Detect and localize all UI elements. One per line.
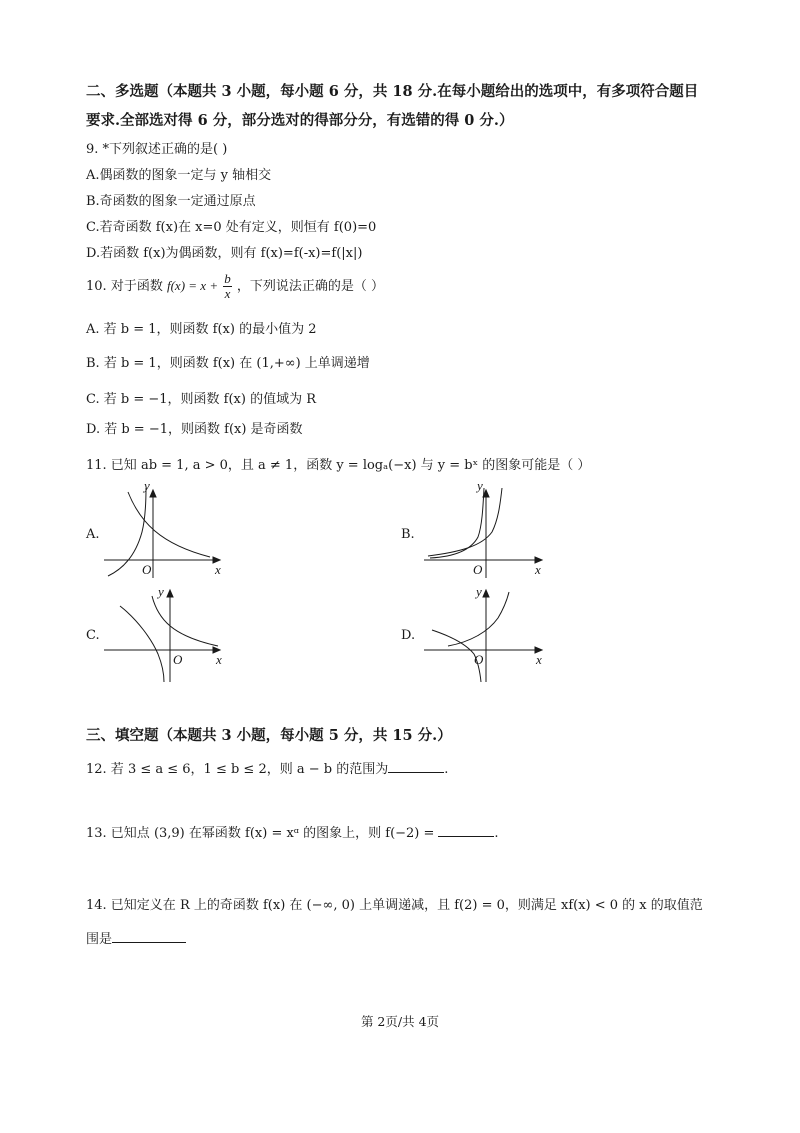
curve-increasing-exp	[428, 488, 502, 556]
q10-fraction-numerator: b	[224, 271, 231, 286]
q10-option-c: C. 若 b = −1，则函数 f(x) 的值域为 R	[86, 392, 316, 407]
y-axis-arrow-icon	[167, 590, 173, 597]
q10-fraction	[223, 272, 232, 301]
q11-option-b-label: B.	[401, 527, 415, 542]
q10-number: 10.	[86, 279, 107, 294]
q9-stem: 9. *下列叙述正确的是( )	[86, 142, 228, 157]
q13-text: 13. 已知点 (3,9) 在幂函数 f(x) = xᵅ 的图象上，则 f(−2) =	[86, 826, 435, 841]
q12-text: 12. 若 3 ≤ a ≤ 6，1 ≤ b ≤ 2，则 a − b 的范围为	[86, 762, 389, 777]
q9-option-d: D.若函数 f(x)为偶函数，则有 f(x)=f(-x)=f(|x|)	[86, 246, 363, 261]
q11-graph-a	[100, 478, 230, 580]
origin-label: O	[473, 562, 483, 577]
q11-stem: 11. 已知 ab = 1, a > 0，且 a ≠ 1，函数 y = logₐ(−x) 与 y = bˣ 的图象可能是（ ）	[86, 458, 591, 473]
q10-function: f(x) = x +	[166, 278, 219, 293]
q9-option-a: A.偶函数的图象一定与 y 轴相交	[86, 168, 272, 183]
page-footer: 第 2页/共 4页	[360, 1014, 440, 1029]
section2-header-line2: 要求.全部选对得 6 分，部分选对的得部分分，有选错的得 0 分.）	[86, 112, 514, 129]
q11-graph-d	[420, 584, 550, 684]
curve-increasing-exp	[448, 592, 509, 646]
q10-stem	[86, 272, 384, 301]
x-axis-label: x	[536, 652, 542, 667]
q13-stem	[86, 822, 499, 841]
q10-fraction-denominator: x	[224, 286, 231, 301]
q10-pre: 对于函数	[110, 279, 163, 294]
q11-option-a-label: A.	[86, 527, 100, 542]
q11-option-d-label: D.	[401, 628, 416, 643]
curve-log	[430, 488, 484, 558]
q10-option-d: D. 若 b = −1，则函数 f(x) 是奇函数	[86, 422, 303, 437]
q12-answer-blank[interactable]	[388, 760, 444, 773]
q11-graph-c	[100, 584, 230, 684]
y-axis-label: y	[477, 478, 483, 493]
q10-option-a: A. 若 b = 1，则函数 f(x) 的最小值为 2	[86, 322, 317, 337]
section2-header-line1: 二、多选题（本题共 3 小题，每小题 6 分，共 18 分.在每小题给出的选项中，有多项符合题目	[86, 83, 699, 100]
y-axis-arrow-icon	[150, 490, 156, 497]
q12-stem	[86, 758, 448, 777]
q13-end: .	[494, 826, 499, 841]
section3-header: 三、填空题（本题共 3 小题，每小题 5 分，共 15 分.）	[86, 727, 452, 744]
y-axis-arrow-icon	[483, 590, 489, 597]
q14-line2	[86, 928, 186, 947]
q10-post: ，下列说法正确的是（ ）	[236, 279, 385, 294]
q14-line2-text: 围是	[86, 932, 113, 947]
q11-option-c-label: C.	[86, 628, 100, 643]
x-axis-label: x	[216, 652, 222, 667]
curve-decreasing-exp	[152, 596, 218, 646]
q14-line1: 14. 已知定义在 R 上的奇函数 f(x) 在 (−∞, 0) 上单调递减，且 f(2) = 0，则满足 xf(x) < 0 的 x 的取值范	[86, 898, 703, 913]
curve-log	[120, 606, 164, 682]
x-axis-label: x	[215, 562, 221, 577]
x-axis-label: x	[535, 562, 541, 577]
y-axis-label: y	[144, 478, 150, 493]
q12-end: .	[444, 762, 449, 777]
y-axis-label: y	[476, 584, 482, 599]
curve-decreasing-exp	[128, 492, 210, 557]
q9-option-b: B.奇函数的图象一定通过原点	[86, 194, 256, 209]
origin-label: O	[474, 652, 484, 667]
q14-answer-blank[interactable]	[112, 930, 186, 943]
origin-label: O	[173, 652, 183, 667]
curve-log	[108, 488, 146, 576]
q9-option-c: C.若奇函数 f(x)在 x=0 处有定义，则恒有 f(0)=0	[86, 220, 377, 235]
q10-option-b: B. 若 b = 1，则函数 f(x) 在 (1,+∞) 上单调递增	[86, 356, 370, 371]
y-axis-label: y	[158, 584, 164, 599]
q13-answer-blank[interactable]	[438, 824, 494, 837]
origin-label: O	[142, 562, 152, 577]
q11-graph-b	[420, 478, 550, 580]
